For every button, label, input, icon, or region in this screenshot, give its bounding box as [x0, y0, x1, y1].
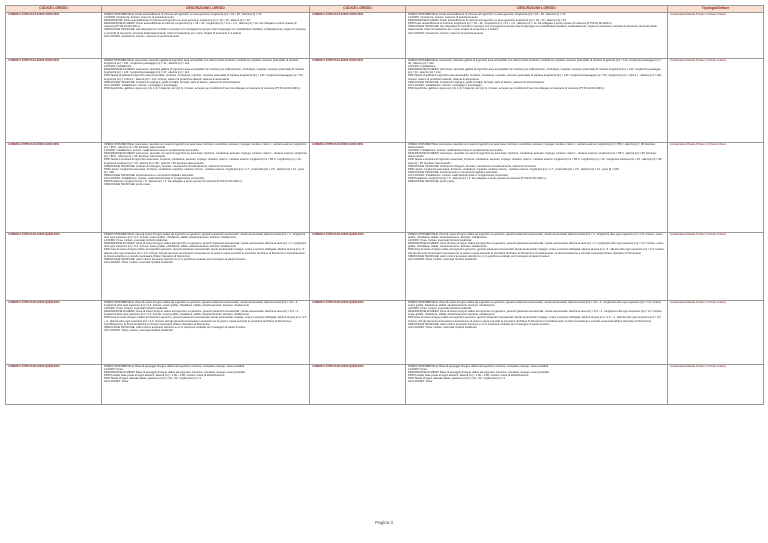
header-code-b: CODICE LOREDO: [310, 6, 406, 13]
cell-description-b: OPERA STRUMENTALE: Zona di scavo di legno radice ad ingombro su generico, generici parametri accessoriali ; tavole accessoriali; altezza di area [m] = 3 ; lunghezza oltre ogni superiore [m] = 0,3. Incluso: scavo grafite, chiodatura, sfalda, situazionamento. Escluso: stradamento. LAVORO: Posa. Incluso: eventuali ripristini localizzati. DESCRIZIONE DI MEZZI: Zona di scavo di legno radice ad ingombro su generico, generici parametri accessoriali ; tavole accessoriali; altezza di area [m] = 3 ; lunghezza oltre ogni superiore [m] = 0,3. Incluso: scavo grafite, chiodatura, sfalda, situazionamento. Escluso: stradamento. PDD Area di scavo di legno radice ad ingombro generico, generici parametri accessoriali; tavole accessoriali; impiego: scavo a sezione obbligata; altezza di area [m] = 3 ; altezza oltre ogni superiore [m] = 0,3. Incluso: tutti gli elementi ed accessori necessari per la posa in opera secondo le previsioni del Piano di Sicurezza e Coordinamento, la documentazione a corredo necessaria (Piano Operativo di Sicurezza). SPECIFICHE TECNICHE: valori minimi accessori soluzioni a m² in posizione verticale per il sostegno di pareti di scavo. L03 LAVORO: Posa. Incluso: eventuali ripristini localizzati.: [406, 233, 668, 301]
table-row: [6, 365, 764, 405]
cell-code-a: LOREDO.LP.P05.Pu01.03000.01000.0001: [6, 143, 102, 233]
table-row: [6, 143, 764, 233]
cell-type: Ambasciatore Brasile Privato in Privato Urbano: [668, 301, 764, 365]
cell-description-b: OPERA STRUMENTALE: Ascensore, lavoratio con area di ingombro su area base; funzione: conduttura: accesso; impiego: cantiere: interno ; cantiere esterno; lunghezza [m] = 85.0 ; altezza [m] = 95. Esclusa: telecomando. LAVORO: Installazione. Incluso: realizzazione base in conglomerato cementizio. DESCRIZIONE DI MEZZI: Ascensore, lavoratio con area di ingombro su area base; funzione: conduttura: accesso; impiego: cantiere: interno ; cantiere esterno; lunghezza [m] = 85.0 ; altezza [m] = 95. Esclusa: telecomando. PDD Tavola a struttura di ingombro area base; funzione: conduttura, accesso; impiego: cantiere: interno ; cantiere esterno; lunghezza [m] = 85.0 ; lunghezza [m] = 20 ; lunghezza struttura [m] = 20 ; altezza [m] = 95 ; peso [t] = 95. Esclusa: telecomando. SPECIFICHE TECNICHE: struttura di sostegno, fermate, meccanismo di sollevamento, sistemi di sicurezza. PDD Letture: lunghezza area base; funzione: conduttura, impianto: cantiere interno ; cantiere esterno; lunghezza [m] = 2,7 ; profondità [m] = 3,5 ; altezza [m] = 14 ; peso [t] = 108. SPECIFICHE TECNICHE: funzionamento e componenti digitali e telematici. L03 LAVORO: Installazione. Incluso: realizzazione base in conglomerato cementizio. PDD Postazione: lunghezza [m] = 5 ; altezza [m] = 3. Da collegare a punto spesso di manovra (PT.00.10.00.1400.x). SPECIFICHE TECNICHE: punto rosso.: [406, 143, 668, 233]
table-row: [6, 59, 764, 143]
cell-description-b: OPERA STRUMENTALE: Zona di scavo di legno radice ad ingombro su generico, generici parametri accessoriali ; tavole accessoriali; altezza di area [m] = 3,5 ÷ 4 ; lunghezza oltre ogni superiore [m] = 0,3. Incluso: scavo grafite, chiodatura, sfalda, situazionamento. Escluso: stradamento. LAVORO: Posa. Incluso: eventuali ripristini localizzati. DESCRIZIONE DI MEZZI: Zona di scavo di legno radice ad ingombro su generico, generici parametri accessoriali ; tavole accessoriali; altezza di area [m] = 3,5 ÷ 4 ; lunghezza oltre ogni superiore [m] = 0,3. Incluso: scavo grafite, chiodatura, sfalda, situazionamento. Escluso: stradamento. PDD Area di scavo di legno radice ad ingombro generico, generici parametri accessoriali; tavole accessoriali; impiego: scavo a sezione obbligata; altezza di area [m] = 3,5 ÷ 4 ; altezza oltre ogni superiore [m] = 0,3. Incluso: tutti gli elementi ed accessori necessari per la posa in opera secondo le previsioni del Piano di Sicurezza e Coordinamento, la documentazione a corredo necessaria (Piano Operativo di Sicurezza). SPECIFICHE TECNICHE: valori minimi accessori soluzioni a m² in posizione verticale per il sostegno di pareti di scavo. L03 LAVORO: Posa. Incluso: eventuali ripristini localizzati.: [406, 301, 668, 365]
cell-code-b: LOREDO.LP.P05.Pu02.01000.Qa000.0001: [310, 233, 406, 301]
header-code-a: CODICE LOREDO: [6, 6, 102, 13]
header-type: Tipologia/Settore: [668, 6, 764, 13]
cell-type: Ambasciatore Brasile Privato in Privato Urbano: [668, 59, 764, 143]
cell-description-a: OPERA STRUMENTALE: Ascensore, lavoratio con area di ingombro su area base; funzione: conduttura: accesso; impiego: cantiere: interno ; cantiere esterno; lunghezza [m] = 85.0 ; altezza [m] = 95. Esclusa: telecomando. LAVORO: Installazione. Incluso: realizzazione base in conglomerato cementizio. DESCRIZIONE DI MEZZI: Ascensore, lavoratio con area di ingombro su area base; funzione: conduttura: accesso; impiego: cantiere: interno ; cantiere esterno; lunghezza [m] = 85.0 ; altezza [m] = 95. Esclusa: telecomando. PDD Tavola a struttura di ingombro area base; funzione: conduttura, accesso; impiego: cantiere: interno ; cantiere esterno; lunghezza [m] = 85.0 ; lunghezza [m] = 20 ; lunghezza struttura [m] = 20 ; altezza [m] = 95 ; peso [t] = 95. Esclusa: telecomando. SPECIFICHE TECNICHE: struttura di sostegno, fermate, meccanismo di sollevamento, sistemi di sicurezza. PDD Letture: lunghezza area base; funzione: conduttura, impianto: cantiere interno ; cantiere esterno; lunghezza [m] = 2,7 ; profondità [m] = 3,5 ; altezza [m] = 14 ; peso [t] = 108. SPECIFICHE TECNICHE: funzionamento e componenti digitali e telematici. L03 LAVORO: Installazione. Incluso: realizzazione base in conglomerato cementizio. PDD Postazione: lunghezza [m] = 5 ; altezza [m] = 3. Da collegare a punto spesso di manovra (PT.00.10.00.1400.x). SPECIFICHE TECNICHE: punto rosso.: [102, 143, 310, 233]
cell-code-b: LOREDO.LP.P05.Pu02.03000.Qa000.0001: [310, 365, 406, 405]
cell-description-b: OPERA STRUMENTALE: Ascensore, lavoratio gabbia di ingombro area accessibile con telecomando struttura; conduttura, impianto: accesso potenziale di cantiere lunghezza [m] = 140 ; lunghezza passaggio [m] = 40 ; altezza [m] = 122. LAVORO: Installazione. DESCRIZIONE DI MEZZI: Ascensore, lavoratio gabbia di ingombro area accessibile con struttura per sollevamento, conduttura, impianto: accesso potenziale di cantiere lunghezza [m] = 140 ; lunghezza passaggio [m] = 40 ; altezza [m] = 122. PDD Tavola di gabbia di ingombro area accessibile, struttura, conduttura, impianto, accesso potenziale di cantiere lunghezza [m] = 140 ; lunghezza passaggio [m] = 50 ; lunghezza [m] = 1,30-2,1 ; altezza [m] = 122. Incluso: sistemi di protezione laterali; sistema di ascensione. SPECIFICHE TECNICHE: struttura di sostegno, guide di salita, fermate, piani di sbarco, sistema di comunicazione. L03 LAVORO: Installazione. Incluso: montaggio e smontaggio. PDD Specifiche: gabbia in opera per [m] 1 (m Trasporto: per [m] 1). Incluso: accesso per condizioni d’uso; Da collegare a inventario di manovra (PT.00.10.00.1300.x).: [406, 59, 668, 143]
header-desc-a: DESCRIZIONE LOREDO: [102, 6, 310, 13]
price-list-table: [5, 5, 764, 405]
cell-type: Ambasciatore Brasile Privato in Privato Urbano: [668, 143, 764, 233]
cell-description-a: OPERA STRUMENTALE: Base di appoggio di legno radice ad ingombro; funzione: completa; impiego: scavi puntellati. LAVORO: Posa. DESCRIZIONE DI MEZZI: Base di appoggio di legno radice ad ingombro; funzione: completa; impiego: scavi puntellati. PDD Puntello base posta di legno tavoloni; altezza [m] = 1,30 ÷ 3,60. Incluso: tiranti di stabilizzazione. PDD Tavola di legno naturale abete; spessore [mm] = 40 ÷ 50 ; lunghezza [m] = 4. L03 LAVORO: Posa.: [102, 365, 310, 405]
cell-description-b: OPERA STRUMENTALE: Posto autosufficiente di colonna ad ingombro su area generica; lunghezza [m] = 18 ÷ 30 ; altezza [m] = 10. LAVORO: Assistenza. Incluso: manovre di posizionamento. DESCRIZIONE DI MEZZI: Posto autosufficiente di colonna ad ingombro su area generica; lunghezza [m] = 18 ÷ 30 ; altezza [m] = 10. PDD Posto autosufficiente di colonna; lunghezza [m] = 18 ÷ 30 ; lunghezza [m] = 0,4 ÷ 1,6 ; altezza [m] = 10. Da collegare a punto spesso di manovra (PT.00.10.00.1100.x). SPECIFICHE TECNICHE: due dispositivi di controllo in accesso con conseguente sempre basi di appoggio con stabilizzatori livellanti, mutiassiamento, organi di manovra e controllo di sicurezza, terminali dotati telecomandi, criteri di rivelazione per i presi. Organi di sicurezza in 4 settore. L03 LAVORO: Assistenza. Incluso: manovre di posizionamento.: [406, 13, 668, 59]
table-row: [6, 13, 764, 59]
cell-description-a: OPERA STRUMENTALE: Ascensore, lavoratio gabbia di ingombro area accessibile con telecomando struttura; conduttura, impianto: accesso potenziale di cantiere lunghezza [m] = 140 ; lunghezza passaggio [m] = 40 ; altezza [m] = 122. LAVORO: Installazione. DESCRIZIONE DI MEZZI: Ascensore, lavoratio gabbia di ingombro area accessibile con struttura per sollevamento, conduttura, impianto: accesso potenziale di cantiere lunghezza [m] = 140 ; lunghezza passaggio [m] = 40 ; altezza [m] = 122. PDD Tavola di gabbia di ingombro area accessibile, struttura, conduttura, impianto, accesso potenziale di cantiere lunghezza [m] = 140 ; lunghezza passaggio [m] = 50 ; lunghezza [m] = 1,30-2,1 ; altezza [m] = 122. Incluso: sistemi di protezione laterali; sistema di ascensione. SPECIFICHE TECNICHE: struttura di sostegno, guide di salita, fermate, piani di sbarco, sistema di comunicazione. L03 LAVORO: Installazione. Incluso: montaggio e smontaggio. PDD Specifiche: gabbia in opera per [m] 1 (m Trasporto: per [m] 1). Incluso: accesso per condizioni d’uso; Da collegare a inventario di manovra (PT.00.10.00.1300.x).: [102, 59, 310, 143]
cell-code-a: LOREDO.LP.P05.Pu02.03000.Qa000.0001: [6, 365, 102, 405]
cell-description-a: OPERA STRUMENTALE: Zona di scavo di legno radice ad ingombro su generico, generici parametri accessoriali ; tavole accessoriali; altezza di area [m] = 3,5 ÷ 4 ; lunghezza oltre ogni superiore [m] = 0,3. Incluso: scavo grafite, chiodatura, sfalda, situazionamento. Escluso: stradamento. LAVORO: Posa. Incluso: eventuali ripristini localizzati. DESCRIZIONE DI MEZZI: Zona di scavo di legno radice ad ingombro su generico, generici parametri accessoriali ; tavole accessoriali; altezza di area [m] = 3,5 ÷ 4 ; lunghezza oltre ogni superiore [m] = 0,3. Incluso: scavo grafite, chiodatura, sfalda, situazionamento. Escluso: stradamento. PDD Area di scavo di legno radice ad ingombro generico, generici parametri accessoriali; tavole accessoriali; impiego: scavo a sezione obbligata; altezza di area [m] = 3,5 ÷ 4 ; altezza oltre ogni superiore [m] = 0,3. Incluso: tutti gli elementi ed accessori necessari per la posa in opera secondo le previsioni del Piano di Sicurezza e Coordinamento, la documentazione a corredo necessaria (Piano Operativo di Sicurezza). SPECIFICHE TECNICHE: valori minimi accessori soluzioni a m² in posizione verticale per il sostegno di pareti di scavo. L03 LAVORO: Posa. Incluso: eventuali ripristini localizzati.: [102, 301, 310, 365]
cell-type: Ambasciatore Brasile Privato in Privato Urbano: [668, 233, 764, 301]
table-row: [6, 301, 764, 365]
cell-type: Ambasciatore Brasile Privato in Privato Urbano: [668, 365, 764, 405]
cell-type: Ambasciatore Brasile Privato in Privato Urbano: [668, 13, 764, 59]
cell-code-b: LOREDO.LP.P05.Pu01.02000.01000.0001: [310, 59, 406, 143]
cell-code-b: LOREDO.LP.P05.Pu02.02000.Qa000.0001: [310, 301, 406, 365]
cell-description-a: OPERA STRUMENTALE: Posto autosufficiente di colonna ad ingombro su area generica; lunghezza [m] = 18 ÷ 30 ; altezza [m] = 10. LAVORO: Assistenza. Incluso: manovre di posizionamento. DESCRIZIONE: Posto autosufficiente di colonna ad ingombro su area generica; lunghezza [m] = 18 ÷ 30 ; altezza [m] = 10. DESCRIZIONE DI MEZZI: Posto autosufficiente di colonna; lunghezza [m] = 18 ÷ 30 ; lunghezza [m] = 0,4 ÷ 1,6 ; altezza [m] = 10. Da collegare a punto spesso di manovra (PT.00.10.00.1100.x). SPECIFICHE TECNICHE: due dispositivi di controllo in accesso con conseguente sempre basi di appoggio con stabilizzatori livellanti, mutiassiamento, organi di manovra e controllo di sicurezza, terminali dotati telecomandi, criteri di rivelazione per i presi. Organi di sicurezza in 4 settore. L03 LAVORO: Assistenza. Incluso: manovre di posizionamento.: [102, 13, 310, 59]
cell-code-a: LOREDO.LP.P05.Pu02.02000.Qa000.0001: [6, 301, 102, 365]
table-row: [6, 233, 764, 301]
cell-code-a: LOREDO.LP.P05.Pu01.01000.01000.0001: [6, 13, 102, 59]
cell-description-b: OPERA STRUMENTALE: Base di appoggio di legno radice ad ingombro; funzione: completa; impiego: scavi puntellati. LAVORO: Posa. DESCRIZIONE DI MEZZI: Base di appoggio di legno radice ad ingombro; funzione: completa; impiego: scavi puntellati. PDD Puntello base posta di legno tavoloni; altezza [m] = 1,30 ÷ 3,60. Incluso: tiranti di stabilizzazione. PDD Tavola di legno naturale abete; spessore [mm] = 40 ÷ 50 ; lunghezza [m] = 4. L03 LAVORO: Posa.: [406, 365, 668, 405]
header-desc-b: DESCRIZIONE LOREDO: [406, 6, 668, 13]
cell-code-b: LOREDO.LP.P05.Pu01.03000.01000.0001: [310, 143, 406, 233]
cell-description-a: OPERA STRUMENTALE: Zona di scavo di legno radice ad ingombro su generico, generici parametri accessoriali ; tavole accessoriali; altezza di area [m] = 3 ; lunghezza oltre ogni superiore [m] = 0,3. Incluso: scavo grafite, chiodatura, sfalda, situazionamento. Escluso: stradamento. LAVORO: Posa. Incluso: eventuali ripristini localizzati. DESCRIZIONE DI MEZZI: Zona di scavo di legno radice ad ingombro su generico, generici parametri accessoriali ; tavole accessoriali; altezza di area [m] = 3 ; lunghezza oltre ogni superiore [m] = 0,3. Incluso: scavo grafite, chiodatura, sfalda, situazionamento. Escluso: stradamento. PDD Area di scavo di legno radice ad ingombro generico, generici parametri accessoriali; tavole accessoriali; impiego: scavo a sezione obbligata; altezza di area [m] = 3 ; altezza oltre ogni superiore [m] = 0,3. Incluso: tutti gli elementi ed accessori necessari per la posa in opera secondo le previsioni del Piano di Sicurezza e Coordinamento, la documentazione a corredo necessaria (Piano Operativo di Sicurezza). SPECIFICHE TECNICHE: valori minimi accessori soluzioni a m² in posizione verticale per il sostegno di pareti di scavo. L03 LAVORO: Posa. Incluso: eventuali ripristini localizzati.: [102, 233, 310, 301]
cell-code-a: LOREDO.LP.P05.Pu02.01000.Qa000.0001: [6, 233, 102, 301]
table-header-row: [6, 6, 764, 13]
cell-code-a: LOREDO.LP.P05.Pu01.02000.01000.0001: [6, 59, 102, 143]
page-number: Pagina 3: [375, 520, 393, 525]
cell-code-b: LOREDO.LP.P05.Pu01.01000.01000.0001: [310, 13, 406, 59]
